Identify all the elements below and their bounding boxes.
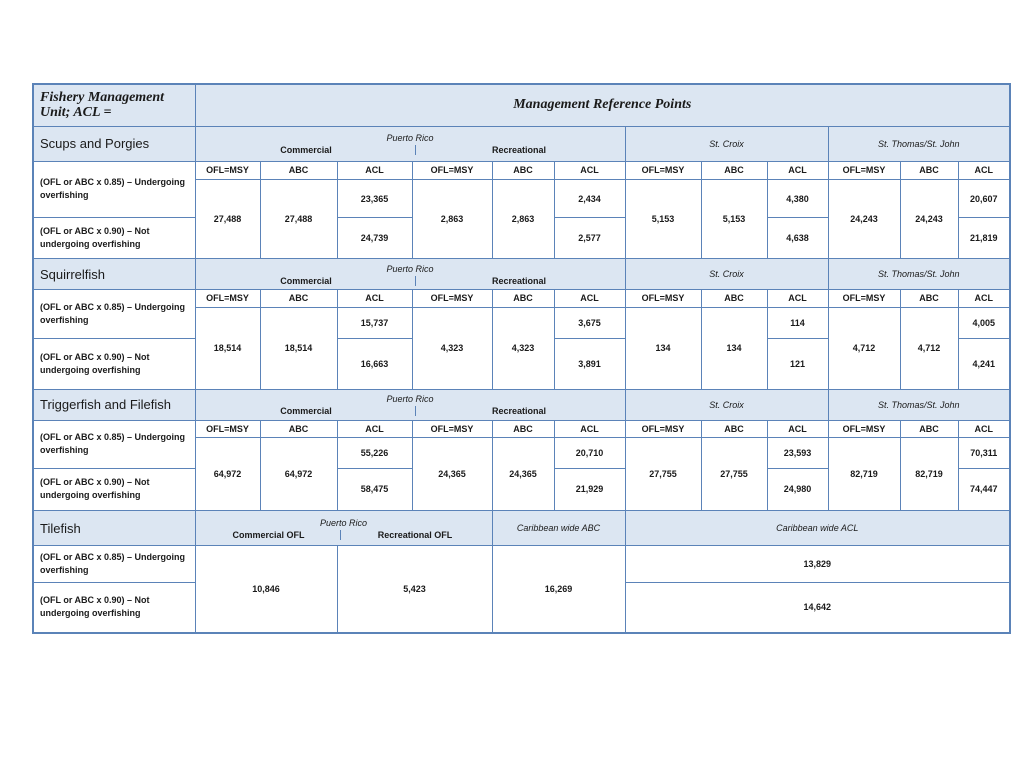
pr-com-acl-090-value: 16,663 <box>337 339 412 389</box>
stx-abc-value: 27,755 <box>701 438 767 511</box>
stt-ofl-value: 82,719 <box>828 438 900 511</box>
stt-abc-value: 82,719 <box>900 438 958 511</box>
column-header-abc: ABC <box>260 420 337 437</box>
pr-rec-ofl-value: 4,323 <box>412 307 492 389</box>
management-reference-points-header: Management Reference Points <box>195 84 1010 126</box>
condition-090-label: (OFL or ABC x 0.90) – Not undergoing overfishing <box>33 218 195 259</box>
pr-rec-ofl-value: 2,863 <box>412 180 492 259</box>
group-name: Tilefish <box>33 511 195 546</box>
pr-rec-abc-value: 2,863 <box>492 180 554 259</box>
stt-ofl-value: 24,243 <box>828 180 900 259</box>
stx-abc-value: 134 <box>701 307 767 389</box>
region-st-croix-header: St. Croix <box>625 126 828 161</box>
stt-ofl-value: 4,712 <box>828 307 900 389</box>
recreational-ofl-label: Recreational OFL <box>340 530 490 540</box>
column-header-abc: ABC <box>701 420 767 437</box>
pr-rec-acl-090-value: 21,929 <box>554 468 625 510</box>
pr-rec-acl-085-value: 2,434 <box>554 180 625 218</box>
condition-090-label: (OFL or ABC x 0.90) – Not undergoing overfishing <box>33 468 195 510</box>
column-header-abc: ABC <box>900 161 958 180</box>
column-header-ofl-msy: OFL=MSY <box>828 290 900 307</box>
group-name: Squirrelfish <box>33 259 195 290</box>
tilefish-commercial-ofl-value: 10,846 <box>195 545 337 633</box>
caribbean-acl-header: Caribbean wide ACL <box>625 511 1010 546</box>
pr-rec-acl-090-value: 3,891 <box>554 339 625 389</box>
region-st-thomas-header: St. Thomas/St. John <box>828 389 1010 420</box>
column-header-ofl-msy: OFL=MSY <box>625 290 701 307</box>
commercial-ofl-label: Commercial OFL <box>232 529 305 540</box>
column-header-ofl-msy: OFL=MSY <box>412 161 492 180</box>
column-header-acl: ACL <box>958 420 1010 437</box>
column-header-acl: ACL <box>554 161 625 180</box>
column-header-ofl-msy: OFL=MSY <box>195 161 260 180</box>
region-label: Puerto Rico <box>319 517 368 528</box>
group-name: Scups and Porgies <box>33 126 195 161</box>
region-label: Puerto Rico <box>386 263 434 274</box>
column-header-acl: ACL <box>554 420 625 437</box>
column-header-acl: ACL <box>767 290 828 307</box>
condition-085-label: (OFL or ABC x 0.85) – Undergoing overfishing <box>33 545 195 582</box>
stt-acl-085-value: 20,607 <box>958 180 1010 218</box>
pr-rec-acl-085-value: 3,675 <box>554 307 625 339</box>
column-header-abc: ABC <box>900 290 958 307</box>
pr-rec-abc-value: 4,323 <box>492 307 554 389</box>
pr-com-ofl-value: 18,514 <box>195 307 260 389</box>
stx-acl-085-value: 114 <box>767 307 828 339</box>
column-header-ofl-msy: OFL=MSY <box>412 420 492 437</box>
stt-acl-085-value: 70,311 <box>958 438 1010 469</box>
region-label: Puerto Rico <box>386 133 434 144</box>
caribbean-abc-header: Caribbean wide ABC <box>492 511 625 546</box>
pr-com-acl-090-value: 58,475 <box>337 468 412 510</box>
stx-acl-085-value: 4,380 <box>767 180 828 218</box>
stx-abc-value: 5,153 <box>701 180 767 259</box>
column-header-acl: ACL <box>337 290 412 307</box>
stt-acl-085-value: 4,005 <box>958 307 1010 339</box>
column-header-ofl-msy: OFL=MSY <box>195 420 260 437</box>
reference-points-table-container <box>32 83 1009 634</box>
column-header-acl: ACL <box>337 161 412 180</box>
column-header-ofl-msy: OFL=MSY <box>828 161 900 180</box>
tilefish-recreational-ofl-value: 5,423 <box>337 545 492 633</box>
column-header-abc: ABC <box>260 161 337 180</box>
stt-abc-value: 24,243 <box>900 180 958 259</box>
stt-acl-090-value: 74,447 <box>958 468 1010 510</box>
sector-commercial-label: Commercial <box>280 145 332 156</box>
stt-acl-090-value: 21,819 <box>958 218 1010 259</box>
group-name: Triggerfish and Filefish <box>33 389 195 420</box>
stt-abc-value: 4,712 <box>900 307 958 389</box>
reference-points-table <box>32 83 1011 634</box>
column-header-acl: ACL <box>767 161 828 180</box>
region-st-croix-header: St. Croix <box>625 259 828 290</box>
column-header-acl: ACL <box>554 290 625 307</box>
stt-acl-090-value: 4,241 <box>958 339 1010 389</box>
column-header-ofl-msy: OFL=MSY <box>195 290 260 307</box>
region-puerto-rico-header <box>195 126 625 161</box>
region-label: Puerto Rico <box>386 394 434 405</box>
pr-com-acl-085-value: 23,365 <box>337 180 412 218</box>
pr-com-ofl-value: 64,972 <box>195 438 260 511</box>
sector-commercial-label: Commercial <box>280 406 332 417</box>
tilefish-acl-085-value: 13,829 <box>625 545 1010 582</box>
stx-acl-090-value: 24,980 <box>767 468 828 510</box>
pr-com-acl-085-value: 55,226 <box>337 438 412 469</box>
pr-rec-abc-value: 24,365 <box>492 438 554 511</box>
pr-rec-acl-085-value: 20,710 <box>554 438 625 469</box>
pr-rec-ofl-value: 24,365 <box>412 438 492 511</box>
region-st-croix-header: St. Croix <box>625 389 828 420</box>
column-header-abc: ABC <box>492 290 554 307</box>
stx-acl-090-value: 121 <box>767 339 828 389</box>
column-header-abc: ABC <box>701 161 767 180</box>
column-header-ofl-msy: OFL=MSY <box>625 420 701 437</box>
stx-ofl-value: 27,755 <box>625 438 701 511</box>
pr-com-acl-085-value: 15,737 <box>337 307 412 339</box>
column-header-abc: ABC <box>492 161 554 180</box>
condition-085-label: (OFL or ABC x 0.85) – Undergoing overfishing <box>33 420 195 468</box>
column-header-abc: ABC <box>900 420 958 437</box>
fishery-unit-header: Fishery Management Unit; ACL = <box>33 84 195 126</box>
column-header-abc: ABC <box>701 290 767 307</box>
column-header-acl: ACL <box>337 420 412 437</box>
tilefish-puerto-rico-header <box>195 511 492 546</box>
stx-acl-085-value: 23,593 <box>767 438 828 469</box>
column-header-abc: ABC <box>492 420 554 437</box>
column-header-ofl-msy: OFL=MSY <box>412 290 492 307</box>
pr-rec-acl-090-value: 2,577 <box>554 218 625 259</box>
sector-recreational-label: Recreational <box>415 145 623 155</box>
column-header-acl: ACL <box>958 290 1010 307</box>
tilefish-caribbean-abc-value: 16,269 <box>492 545 625 633</box>
column-header-abc: ABC <box>260 290 337 307</box>
sector-commercial-label: Commercial <box>280 275 332 286</box>
column-header-ofl-msy: OFL=MSY <box>828 420 900 437</box>
pr-com-abc-value: 27,488 <box>260 180 337 259</box>
region-puerto-rico-header <box>195 259 625 290</box>
column-header-acl: ACL <box>767 420 828 437</box>
tilefish-acl-090-value: 14,642 <box>625 582 1010 633</box>
column-header-acl: ACL <box>958 161 1010 180</box>
pr-com-abc-value: 18,514 <box>260 307 337 389</box>
pr-com-acl-090-value: 24,739 <box>337 218 412 259</box>
column-header-ofl-msy: OFL=MSY <box>625 161 701 180</box>
sector-recreational-label: Recreational <box>415 276 623 286</box>
condition-085-label: (OFL or ABC x 0.85) – Undergoing overfishing <box>33 161 195 218</box>
stx-ofl-value: 134 <box>625 307 701 389</box>
region-st-thomas-header: St. Thomas/St. John <box>828 259 1010 290</box>
sector-recreational-label: Recreational <box>415 406 623 416</box>
region-st-thomas-header: St. Thomas/St. John <box>828 126 1010 161</box>
condition-085-label: (OFL or ABC x 0.85) – Undergoing overfishing <box>33 290 195 339</box>
region-puerto-rico-header <box>195 389 625 420</box>
stx-ofl-value: 5,153 <box>625 180 701 259</box>
condition-090-label: (OFL or ABC x 0.90) – Not undergoing overfishing <box>33 582 195 633</box>
stx-acl-090-value: 4,638 <box>767 218 828 259</box>
pr-com-ofl-value: 27,488 <box>195 180 260 259</box>
pr-com-abc-value: 64,972 <box>260 438 337 511</box>
condition-090-label: (OFL or ABC x 0.90) – Not undergoing overfishing <box>33 339 195 389</box>
